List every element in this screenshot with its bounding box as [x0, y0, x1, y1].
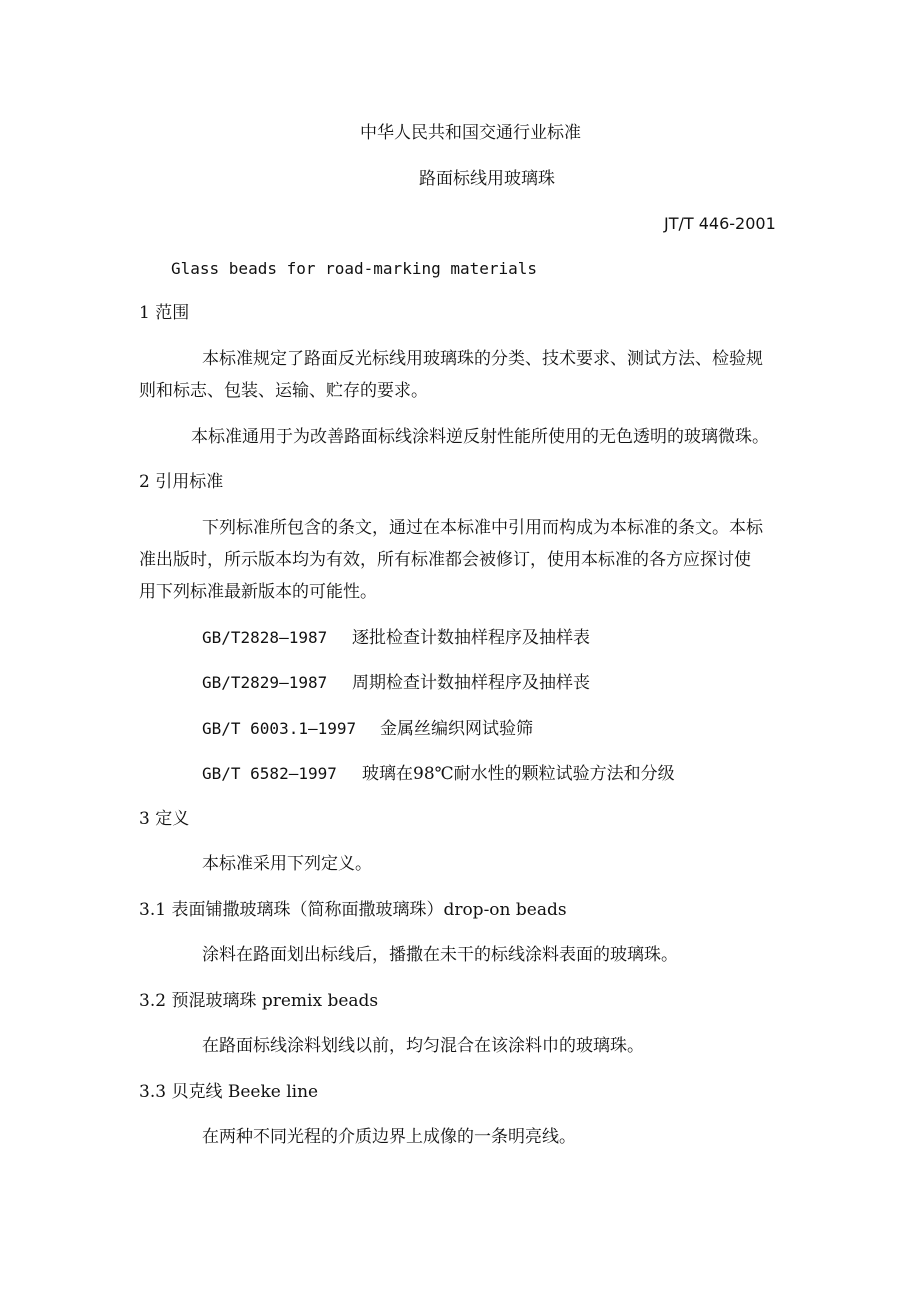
reference-code: GB/T 6003.1—1997 — [202, 719, 357, 738]
reference-title: 玻璃在98℃耐水性的颗粒试验方法和分级 — [362, 764, 675, 784]
paragraph-line: 本标准通用于为改善路面标线涂料逆反射性能所使用的无色透明的玻璃微珠。 — [191, 427, 769, 447]
reference-title: 逐批检查计数抽样程序及抽样表 — [352, 628, 590, 648]
paragraph-line: 则和标志、包装、运输、贮存的要求。 — [139, 381, 428, 401]
reference-code: GB/T2829—1987 — [202, 673, 328, 692]
reference-code: GB/T2828—1987 — [202, 628, 328, 647]
standard-code: JT/T 446-2001 — [664, 214, 776, 233]
section-heading-references: 2 引用标准 — [139, 472, 224, 492]
reference-code: GB/T 6582—1997 — [202, 764, 337, 783]
reference-item — [202, 672, 590, 694]
section-heading-definitions: 3 定义 — [139, 809, 190, 829]
reference-item — [202, 763, 675, 785]
paragraph-line: 用下列标准最新版本的可能性。 — [139, 582, 377, 602]
paragraph-line: 本标准规定了路面反光标线用玻璃珠的分类、技术要求、测试方法、检验规 — [202, 349, 763, 369]
reference-item — [202, 718, 533, 740]
paragraph-line: 本标准采用下列定义。 — [202, 854, 372, 874]
definition-text: 在路面标线涂料划线以前，均匀混合在该涂料巾的玻璃珠。 — [202, 1036, 644, 1056]
reference-title: 周期检查计数抽样程序及抽样丧 — [352, 673, 590, 693]
section-heading-scope: 1 范围 — [139, 303, 190, 323]
definition-text: 在两种不同光程的介质边界上成像的一条明亮线。 — [202, 1127, 576, 1147]
definition-heading: 3.1 表面铺撒玻璃珠（简称面撒玻璃珠）drop-on beads — [139, 900, 567, 920]
definition-text: 涂料在路面划出标线后，播撒在未干的标线涂料表面的玻璃珠。 — [202, 945, 678, 965]
reference-title: 金属丝编织网试验筛 — [380, 719, 533, 739]
paragraph-line: 准出版时，所示版本均为有效，所有标准都会被修订，使用本标准的各方应探讨使 — [139, 550, 751, 570]
paragraph-line: 下列标准所包含的条文，通过在本标准中引用而构成为本标准的条文。本标 — [202, 518, 763, 538]
definition-heading: 3.2 预混玻璃珠 premix beads — [139, 991, 379, 1011]
standard-category-title: 中华人民共和国交通行业标准 — [360, 123, 581, 143]
reference-item — [202, 627, 590, 649]
document-title: 路面标线用玻璃珠 — [419, 169, 555, 189]
definition-heading: 3.3 贝克线 Beeke line — [139, 1082, 319, 1102]
english-title: Glass beads for road-marking materials — [171, 259, 538, 278]
